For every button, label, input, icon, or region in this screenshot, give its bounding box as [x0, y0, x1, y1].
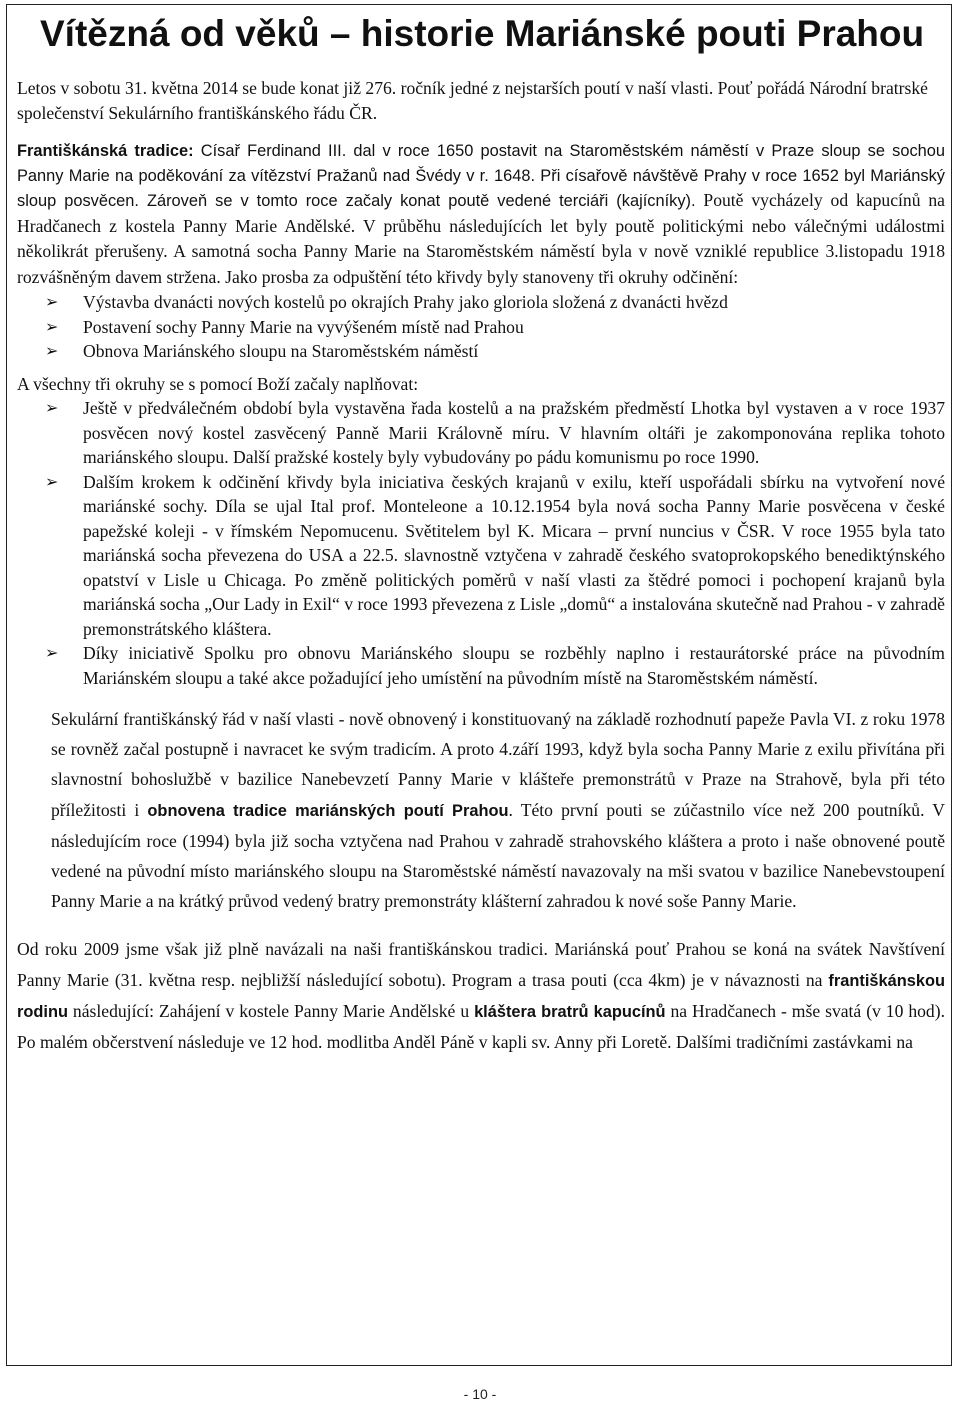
list-item: ➢ Dalším krokem k odčinění křivdy byla iniciativa českých krajanů v exilu, kteří uspořádali sbírku na vytvoření nové mariánské sochy. Díla se ujal Ital prof. Monteleone a 10.12.1954 byla nová socha Panny Marie posvěcena v české papežské koleji - v římském Nepomucenu. Světitelem byl K. Micara – první nuncius v ČSR. V roce 1955 byla tato mariánská socha převezena do USA a 22.5. slavnostně vztyčena v zahradě českého svatoprokopského benediktýnského opatství v Lisle u Chicaga. Po změně politických poměrů v naší vlasti za štědré pomoci i pochopení krajanů byla mariánská socha „Our Lady in Exil“ v roce 1993 převezena z Lisle „domů“ a instalována skutečně nad Prahou - v zahradě premonstrátského kláštera. [45, 471, 945, 639]
list-item: ➢ Obnova Mariánského sloupu na Staroměstském náměstí [45, 341, 479, 361]
amends-list [17, 290, 945, 364]
page-number: - 10 - [463, 1386, 497, 1402]
list-item: ➢ Díky iniciativě Spolku pro obnovu Mariánského sloupu se rozběhly naplno i restaurátorské práce na původním Mariánském sloupu a také akce požadující jeho umístění na původním místě na Staroměstském náměstí. [45, 643, 945, 688]
arrow-bullet-icon: ➢ [45, 643, 59, 662]
list-item: ➢ Výstavba dvanácti nových kostelů po okrajích Prahy jako gloriola složená z dvanácti hvězd [45, 292, 728, 312]
bold-phrase: kláštera bratrů kapucínů [474, 1002, 666, 1021]
since-2009-paragraph: Od roku 2009 jsme však již plně navázali na naši františkánskou tradici. Mariánská pouť Prahou se koná na svátek Navštívení Panny Marie (31. května resp. nejbližší následující sobotu). Program a trasa pouti (cca 4km) je v návaznosti na františkánskou rodinu následující: Zahájení v kostele Panny Marie Andělské u kláštera bratrů kapucínů na Hradčanech - mše svatá (v 10 hod). Po malém občerstvení následuje ve 12 hod. modlitba Anděl Páně v kapli sv. Anny při Loretě. Dalšími tradičními zastávkami na [17, 939, 945, 1053]
arrow-bullet-icon: ➢ [45, 341, 59, 360]
arrow-bullet-icon: ➢ [45, 316, 59, 336]
bold-phrase: františkánskou rodinu [17, 971, 945, 1021]
list-item: ➢ Ještě v předválečném období byla vystavěna řada kostelů a na pražském předměstí Lhotka byl vystaven a v roce 1937 posvěcen nový kostel zasvěcený Panně Marii Královně míru. V hlavním oltáři je zakomponována replika tohoto mariánského sloupu. Další pražské kostely byly vybudovány po pádu komunismu po roce 1990. [45, 398, 945, 467]
history-text-part2: Poutě vycházely od kapucínů na Hradčanech z kostela Panny Marie Andělské. V průběhu následujících let byly poutě politickými nebo válečnými událostmi několikrát přerušeny. A samotná socha Panny Marie na Staroměstském náměstí byla v nově vzniklé republice 3.listopadu 1918 rozvášněným davem stržena. Jako prosba za odpuštění této křivdy byly stanoveny tři okruhy odčinění: [17, 190, 945, 287]
arrow-bullet-icon: ➢ [45, 471, 59, 491]
fulfilment-intro: A všechny tři okruhy se s pomocí Boží začaly naplňovat: [17, 373, 419, 394]
history-paragraph [17, 139, 945, 290]
history-text-part1: Císař Ferdinand III. dal v roce 1650 postavit na Staroměstském náměstí v Praze sloup se sochou Panny Marie na poděkování za vítězství Pražanů nad Švédy v r. 1648. Při císařově návštěvě Prahy v roce 1652 byl Mariánský sloup posvěcen. Zároveň se v tomto roce začaly konat poutě vedené terciáři (kajícníky). [17, 142, 945, 210]
page-title: Vítězná od věků – historie Mariánské pouti Prahou [40, 13, 925, 54]
list-item: ➢ Postavení sochy Panny Marie na vyvýšeném místě nad Prahou [45, 316, 524, 337]
bold-phrase: obnovena tradice mariánských poutí Prahou [147, 801, 509, 820]
secular-order-paragraph: Sekulární františkánský řád v naší vlasti - nově obnovený i konstituovaný na základě rozhodnutí papeže Pavla VI. z roku 1978 se rovněž začal postupně i navracet ke svým tradicím. A proto 4.září 1993, když byla socha Panny Marie z exilu přivítána při slavnostní bohoslužbě v bazilice Nanebevzetí Panny Marie v klášteře premonstrátů v Praze na Strahově, byla při této příležitosti i obnovena tradice mariánských poutí Prahou. Této první pouti se zúčastnilo více než 200 poutníků. V následujícím roce (1994) byla již socha vztyčena nad Prahou v zahradě strahovského kláštera a proto i naše obnovené poutě vedené na původní místo mariánského sloupu na Staroměstské náměstí navazovaly na mši svatou v bazilice Nanebevstoupení Panny Marie a na krátký průvod vedený bratry premonstráty klášterní zahradou k nové soše Panny Marie. [51, 709, 946, 912]
fulfilment-list [17, 396, 945, 690]
arrow-bullet-icon: ➢ [45, 292, 59, 311]
history-heading: Františkánská tradice: [17, 142, 194, 160]
arrow-bullet-icon: ➢ [45, 398, 59, 417]
article-body [17, 76, 945, 1057]
intro-paragraph: Letos v sobotu 31. května 2014 se bude konat již 276. ročník jedné z nejstarších poutí v naší vlasti. Pouť pořádá Národní bratrské společenství Sekulárního františkánského řádu ČR. [17, 78, 928, 123]
